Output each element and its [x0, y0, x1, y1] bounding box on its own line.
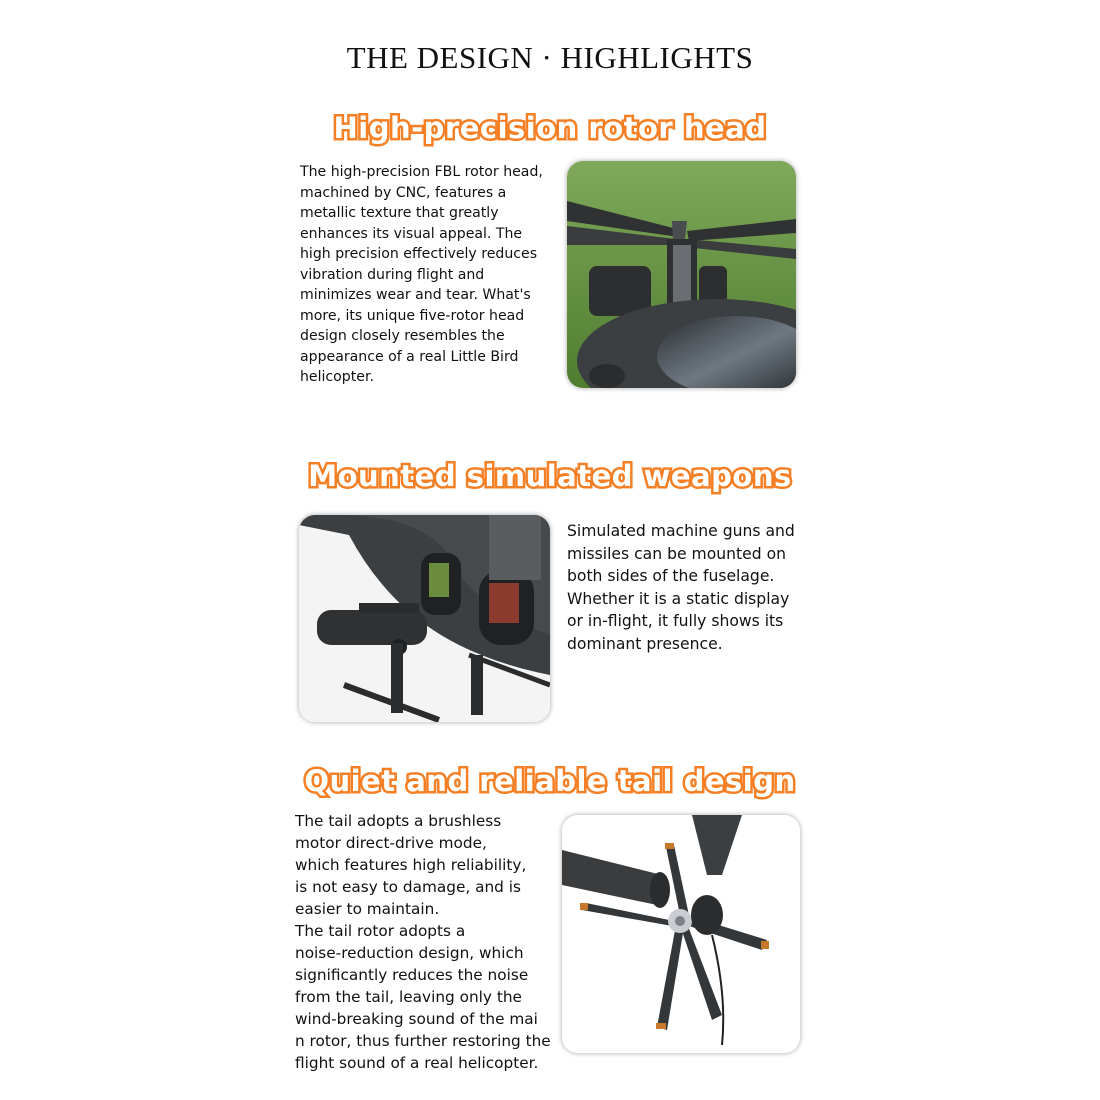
section-title-weapons: Mounted simulated weapons: [308, 459, 792, 493]
weapons-description: Simulated machine guns and missiles can be mounted on both sides of the fuselage. Whether it is a static display or in-flight, it fully shows its dominant presence.: [567, 522, 795, 653]
weapons-photo: [299, 515, 550, 722]
section-title-rotor-head: High-precision rotor head: [333, 111, 767, 145]
rotor-head-photo: [567, 161, 796, 388]
section-title-tail: Quiet and reliable tail design: [304, 764, 796, 798]
rotor-head-description: The high-precision FBL rotor head, machined by CNC, features a metallic texture that greatly enhances its visual appeal. The high precision effectively reduces vibration during flight and minimizes wear and tear. What's more, its unique five-rotor head design closely resembles the appearance of a real Little Bird helicopter.: [300, 164, 543, 385]
tail-rotor-photo: [562, 815, 800, 1053]
page-title: THE DESIGN · HIGHLIGHTS: [346, 40, 754, 75]
tail-description: The tail adopts a brushless motor direct-drive mode, which features high reliability, is not easy to damage, and is easier to maintain. The tail rotor adopts a noise-reduction design, which significantly reduces the noise from the tail, leaving only the wind-breaking sound of the mai n rotor, thus further restoring the flight sound of a real helicopter.: [295, 812, 551, 1072]
